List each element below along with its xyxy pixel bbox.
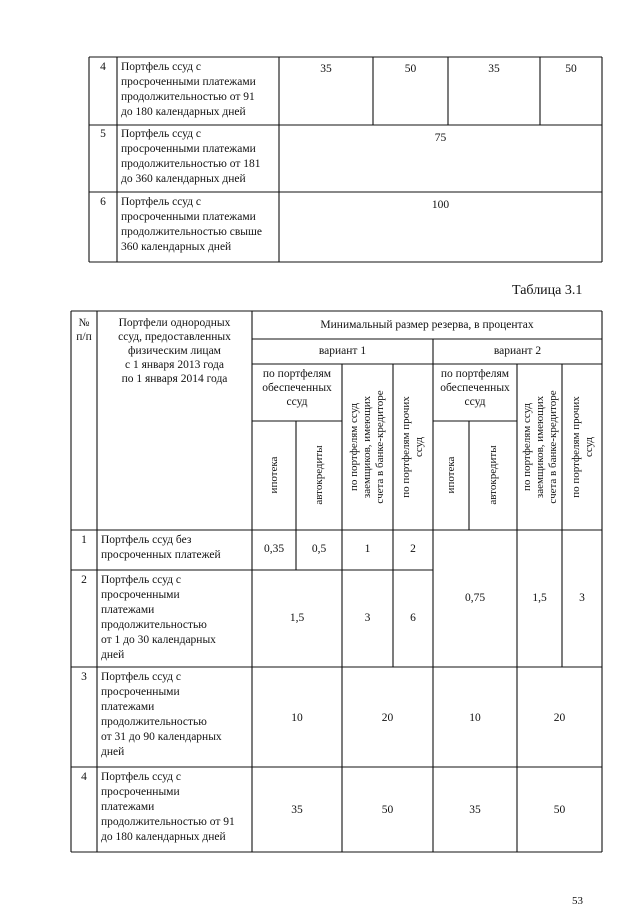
row-label-line: продолжительностью от 91 xyxy=(101,816,235,828)
table-cell: 50 xyxy=(553,804,566,816)
header-mortgage: ипотека xyxy=(268,456,280,494)
table-cell: 1 xyxy=(364,543,371,555)
row-label-line: Портфель ссуд без xyxy=(101,534,192,546)
table-cell: 3 xyxy=(579,592,585,604)
row-label-line: платежами xyxy=(101,801,155,813)
table-cell: 10 xyxy=(291,712,303,724)
row-label-line: платежами xyxy=(101,604,155,616)
row-label-line: просроченными платежами xyxy=(121,76,256,88)
row-number: 5 xyxy=(100,128,106,140)
header-min-reserve: Минимальный размер резерва, в процентах xyxy=(320,319,534,331)
row-label-line: просроченными xyxy=(101,786,180,798)
header-portfolio: Портфели однородных xyxy=(118,317,231,329)
header-autoloans: автокредиты xyxy=(313,445,325,505)
row-label-line: просроченными xyxy=(101,589,180,601)
row-label-line: продолжительностью от 181 xyxy=(121,158,261,170)
header-autoloans: автокредиты xyxy=(487,445,499,505)
header-portfolio: физическим лицам xyxy=(128,345,221,357)
table-cell: 1,5 xyxy=(532,592,547,604)
row-label-line: платежами xyxy=(101,701,155,713)
row-label-line: 360 календарных дней xyxy=(121,241,232,253)
table-cell: 10 xyxy=(469,712,481,724)
header-portfolio: по 1 января 2014 года xyxy=(121,373,228,385)
table-cell: 50 xyxy=(565,63,577,75)
row-number: 3 xyxy=(81,671,87,683)
table-cell: 6 xyxy=(410,612,416,624)
header-mortgage: ипотека xyxy=(445,456,457,494)
row-label-line: дней xyxy=(101,746,125,758)
row-label-line: от 1 до 30 календарных xyxy=(101,634,216,646)
header-secured: ссуд xyxy=(286,396,308,408)
header-num: п/п xyxy=(76,331,92,343)
row-label-line: Портфель ссуд с xyxy=(101,574,182,586)
row-label-line: от 31 до 90 календарных xyxy=(101,731,222,743)
row-label-line: Портфель ссуд с xyxy=(121,61,202,73)
header-variant-2: вариант 2 xyxy=(493,345,542,357)
row-number: 6 xyxy=(100,196,106,208)
header-secured: обеспеченных xyxy=(440,382,510,394)
table-cell: 2 xyxy=(410,543,416,555)
row-label-line: Портфель ссуд с xyxy=(101,671,182,683)
table-cell: 20 xyxy=(553,712,566,724)
table-cell: 35 xyxy=(469,804,481,816)
table-cell: 100 xyxy=(431,199,450,211)
row-label-line: продолжительностью от 91 xyxy=(121,91,255,103)
row-label-line: просроченными платежами xyxy=(121,211,256,223)
table-cell: 35 xyxy=(488,63,500,75)
table-cell: 35 xyxy=(320,63,332,75)
table-cell: 3 xyxy=(364,612,371,624)
row-label-line: Портфель ссуд с xyxy=(121,128,202,140)
row-label-line: дней xyxy=(101,649,125,661)
header-secured: по портфелям xyxy=(440,368,510,380)
row-label-line: продолжительностью xyxy=(101,619,207,631)
header-variant-1: вариант 1 xyxy=(318,345,367,357)
row-number: 2 xyxy=(81,574,87,586)
row-label-line: просроченными платежами xyxy=(121,143,256,155)
row-label-line: до 180 календарных дней xyxy=(101,831,226,843)
table-cell: 0,35 xyxy=(263,543,285,555)
row-label-line: просроченными xyxy=(101,686,180,698)
header-portfolio: ссуд, предоставленных xyxy=(118,331,231,343)
page-number: 53 xyxy=(572,895,583,907)
table-cell: 50 xyxy=(404,63,417,75)
header-portfolio: с 1 января 2013 года xyxy=(124,359,225,371)
table-cell: 0,75 xyxy=(464,592,486,604)
table-cell: 35 xyxy=(291,804,303,816)
row-number: 4 xyxy=(100,61,106,73)
header-num: № xyxy=(78,317,90,329)
row-label-line: до 360 календарных дней xyxy=(121,173,246,185)
header-secured: обеспеченных xyxy=(262,382,332,394)
table-cell: 50 xyxy=(381,804,394,816)
row-number: 4 xyxy=(81,771,87,783)
table-cell: 0,5 xyxy=(311,543,327,555)
row-number: 1 xyxy=(81,534,87,546)
row-label-line: Портфель ссуд с xyxy=(101,771,182,783)
table-cell: 1,5 xyxy=(289,612,305,624)
header-secured: по портфелям xyxy=(262,368,332,380)
row-label-line: просроченных платежей xyxy=(101,549,221,561)
table-cell: 75 xyxy=(434,132,447,144)
table-caption: Таблица 3.1 xyxy=(512,283,583,298)
table-cell: 20 xyxy=(381,712,394,724)
row-label-line: Портфель ссуд с xyxy=(121,196,202,208)
row-label-line: продолжительностью xyxy=(101,716,207,728)
row-label-line: продолжительностью свыше xyxy=(121,226,262,238)
row-label-line: до 180 календарных дней xyxy=(121,106,246,118)
header-secured: ссуд xyxy=(464,396,486,408)
